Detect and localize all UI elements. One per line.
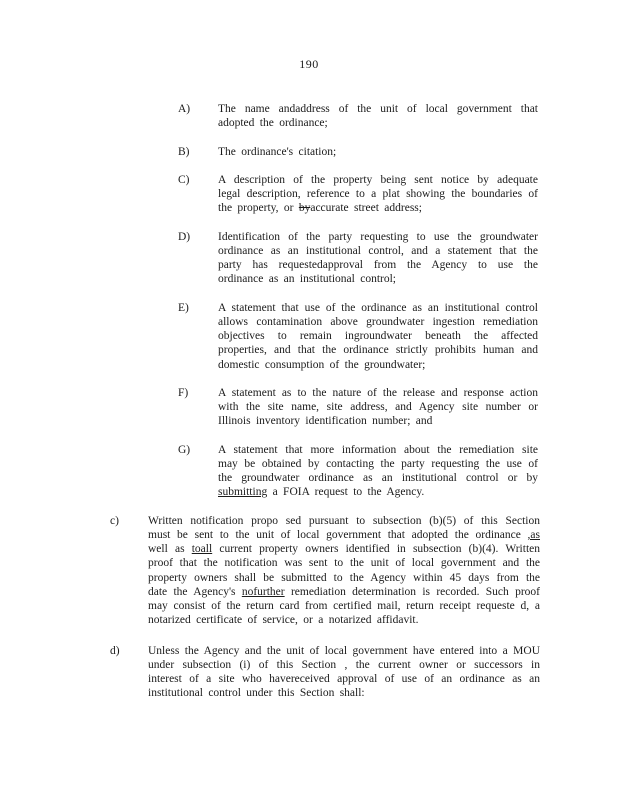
list-item bbox=[0, 514, 618, 628]
text-run: well as bbox=[148, 543, 192, 555]
item-label: E) bbox=[178, 301, 189, 314]
item-text bbox=[218, 145, 538, 159]
text-run: Unless the Agency and the unit of local government have entered into a MOU under subsection (i) of this Section , the current owner or successors in interest of a site who havereceived approval of use of an ordinance as an institutional control under this Section shall: bbox=[148, 644, 540, 700]
item-text bbox=[218, 386, 538, 429]
item-label: D) bbox=[178, 230, 191, 243]
text-run: The name andaddress of the unit of local government that adopted the ordinance; bbox=[218, 103, 538, 130]
text-run: remediation determination is recorded. Such proof may consist of the return card from certified mail, return receipt requeste d, a notarized certificate of service, or a notarized affidavit. bbox=[148, 585, 540, 627]
page-number: 190 bbox=[299, 57, 319, 71]
text-run: submitting bbox=[218, 486, 268, 499]
item-label: c) bbox=[110, 514, 119, 527]
item-text bbox=[218, 230, 538, 287]
item-text bbox=[218, 173, 538, 216]
text-run: Written notification propo sed pursuant to subsection (b)(5) of this Section must be sent to the unit of local government that adopted the ordinance bbox=[148, 514, 540, 541]
list-item bbox=[0, 145, 618, 159]
item-text bbox=[148, 514, 540, 628]
item-text bbox=[218, 301, 538, 372]
item-text bbox=[218, 102, 538, 131]
item-text bbox=[148, 644, 540, 701]
text-run: ,as bbox=[527, 528, 540, 541]
item-label: C) bbox=[178, 173, 190, 186]
list-item bbox=[0, 443, 618, 500]
text-run: A statement as to the nature of the release and response action with the site name, site address, and Agency site number or Illinois inventory identification number; and bbox=[218, 386, 538, 428]
text-run: A description of the property being sent notice by adequate legal description, reference to a plat showing the boundaries of the property, or bbox=[218, 173, 538, 215]
item-label: G) bbox=[178, 443, 191, 456]
item-label: B) bbox=[178, 145, 190, 158]
text-run: A statement that more information about the remediation site may be obtained by contacting the party requesting the use of the groundwater ordinance as an institutional control or by bbox=[218, 443, 538, 484]
item-label: F) bbox=[178, 386, 189, 399]
list-item bbox=[0, 301, 618, 372]
text-run: a FOIA request to the Agency. bbox=[267, 486, 425, 499]
item-label: d) bbox=[110, 644, 120, 657]
list-item bbox=[0, 173, 618, 216]
item-text bbox=[218, 443, 538, 500]
item-label: A) bbox=[178, 103, 191, 115]
list-item bbox=[0, 102, 618, 131]
items-list bbox=[0, 102, 618, 701]
list-item bbox=[0, 230, 618, 287]
text-run: The ordinance's citation; bbox=[218, 145, 337, 158]
text-run: toall bbox=[191, 543, 213, 555]
list-item bbox=[0, 386, 618, 429]
text-run: accurate street address; bbox=[310, 202, 422, 215]
list-item bbox=[0, 644, 618, 701]
text-run: nofurther bbox=[241, 585, 285, 598]
text-run: Identification of the party requesting to use the groundwater ordinance as an institutional control, and a statement that the party has requestedapproval from the Agency to use the ordinance as an institutional control; bbox=[218, 230, 538, 286]
text-run: A statement that use of the ordinance as an institutional control allows contamination above groundwater ingestion remediation objectives to remain ingroundwater beneath the affected properties, and that the ordinance strictly prohibits human and domestic consumption of the groundwater; bbox=[218, 301, 538, 371]
text-run: by bbox=[298, 202, 311, 215]
text-run: current property owners identified in subsection (b)(4). Written proof that the notification was sent to the unit of local government and the property owners shall be submitted to the Agency within 45 days from the date the Agency's bbox=[148, 543, 540, 598]
